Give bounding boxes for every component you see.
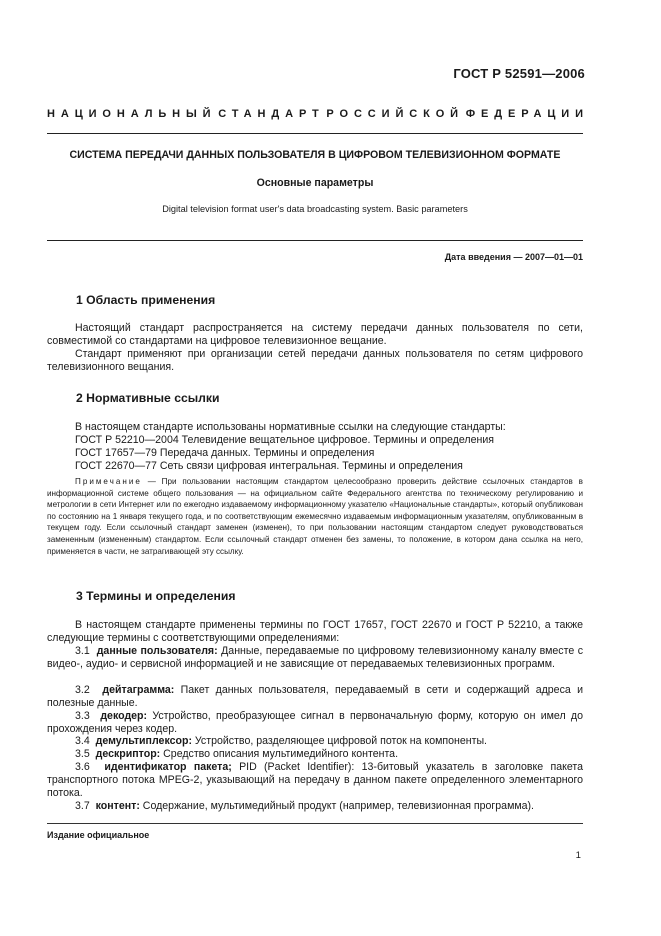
term-definition: 3.1 данные пользователя: Данные, передаваемые по цифровому телевизионному каналу вместе с видео-, аудио- и сервисной информацией и не зависящие от передаваемых телевизионных программ. — [47, 645, 584, 670]
term-definition: 3.3 декодер: Устройство, преобразующее сигнал в первоначальную форму, которую он имел до прохождения через кодер. — [47, 710, 584, 735]
term-name: дейтаграмма: — [102, 684, 175, 696]
term-name: дескриптор: — [95, 748, 161, 760]
banner-word: СТАНДАРТ — [218, 108, 325, 120]
top-rule — [47, 133, 583, 134]
term-name: декодер: — [100, 710, 148, 722]
section-2-heading: 2 Нормативные ссылки — [76, 391, 220, 405]
national-standard-banner — [47, 108, 589, 120]
terms-intro: В настоящем стандарте применены термины по ГОСТ 17657, ГОСТ 22670 и ГОСТ Р 52210, а также следующие термины с соответствующими определениями: — [47, 619, 583, 644]
footer-rule — [47, 823, 583, 824]
term-name: демультиплексор: — [95, 735, 192, 747]
section-1-paragraph: Настоящий стандарт распространяется на систему передачи данных пользователя по сети, совместимой со стандартами на цифровое телевизионное вещание. — [47, 322, 583, 347]
references-intro: В настоящем стандарте использованы нормативные ссылки на следующие стандарты: — [75, 421, 506, 433]
reference-item: ГОСТ 17657—79 Передача данных. Термины и определения — [75, 447, 375, 459]
term-name: контент: — [95, 800, 140, 812]
introduction-date: Дата введения — 2007—01—01 — [444, 252, 583, 262]
note-label: Примечание — [75, 477, 142, 486]
term-definition: 3.5 дескриптор: Средство описания мультимедийного контента. — [75, 748, 399, 760]
document-subtitle: Основные параметры — [256, 177, 374, 189]
banner-word: РОССИЙСКОЙ — [326, 108, 464, 120]
term-definition: 3.7 контент: Содержание, мультимедийный продукт (например, телевизионная программа). — [75, 800, 535, 812]
section-1-heading: 1 Область применения — [76, 293, 216, 307]
term-definition: 3.2 дейтаграмма: Пакет данных пользователя, передаваемый в сети и содержащий адреса и полезные данные. — [47, 684, 583, 709]
term-definition: 3.6 идентификатор пакета; PID (Packet Identifier): 13-битовый указатель в заголовке пакета транспортного потока MPEG-2, указывающий на передачу в данном пакете определенного элементарного потока. — [47, 761, 583, 799]
banner-word: ФЕДЕРАЦИИ — [465, 108, 589, 120]
note-text: — При пользовании настоящим стандартом целесообразно проверить действие ссылочных стандартов в информационной системе общего пользования — на официальном сайте Федерального агентства по техническому регулированию и метрологии в сети Интернет или по ежегодно издаваемому информационному указателю «Национальные стандарты», который опубликован по состоянию на 1 января текущего года, и по соответствующим ежемесячно издаваемым информационным указателям, опубликованным в текущем году. Если ссылочный стандарт заменен (изменен), то при пользовании настоящим стандартом следует руководствоваться замененным (измененным) стандартом. Если ссылочный стандарт отменен без замены, то положение, в котором дана ссылка на него, применяется в части, не затрагивающей эту ссылку. — [47, 477, 583, 556]
english-title: Digital television format user's data broadcasting system. Basic parameters — [162, 204, 468, 214]
banner-word: НАЦИОНАЛЬНЫЙ — [47, 108, 217, 120]
term-name: идентификатор пакета; — [104, 761, 232, 773]
page-number: 1 — [575, 850, 581, 861]
edition-label: Издание официальное — [47, 830, 150, 840]
term-name: данные пользователя: — [96, 645, 218, 657]
document-title: СИСТЕМА ПЕРЕДАЧИ ДАННЫХ ПОЛЬЗОВАТЕЛЯ В ЦИФРОВОМ ТЕЛЕВИЗИОННОМ ФОРМАТЕ — [69, 149, 561, 161]
gost-code: ГОСТ Р 52591—2006 — [453, 66, 585, 81]
reference-item: ГОСТ 22670—77 Сеть связи цифровая интегральная. Термины и определения — [75, 460, 463, 472]
section-1-paragraph: Стандарт применяют при организации сетей передачи данных пользователя по сетям цифрового телевизионного вещания. — [47, 348, 583, 373]
references-note — [47, 476, 583, 557]
reference-item: ГОСТ Р 52210—2004 Телевидение вещательное цифровое. Термины и определения — [75, 434, 494, 446]
term-definition: 3.4 демультиплексор: Устройство, разделяющее цифровой поток на компоненты. — [75, 735, 488, 747]
section-3-heading: 3 Термины и определения — [76, 589, 236, 603]
title-rule — [47, 240, 583, 241]
